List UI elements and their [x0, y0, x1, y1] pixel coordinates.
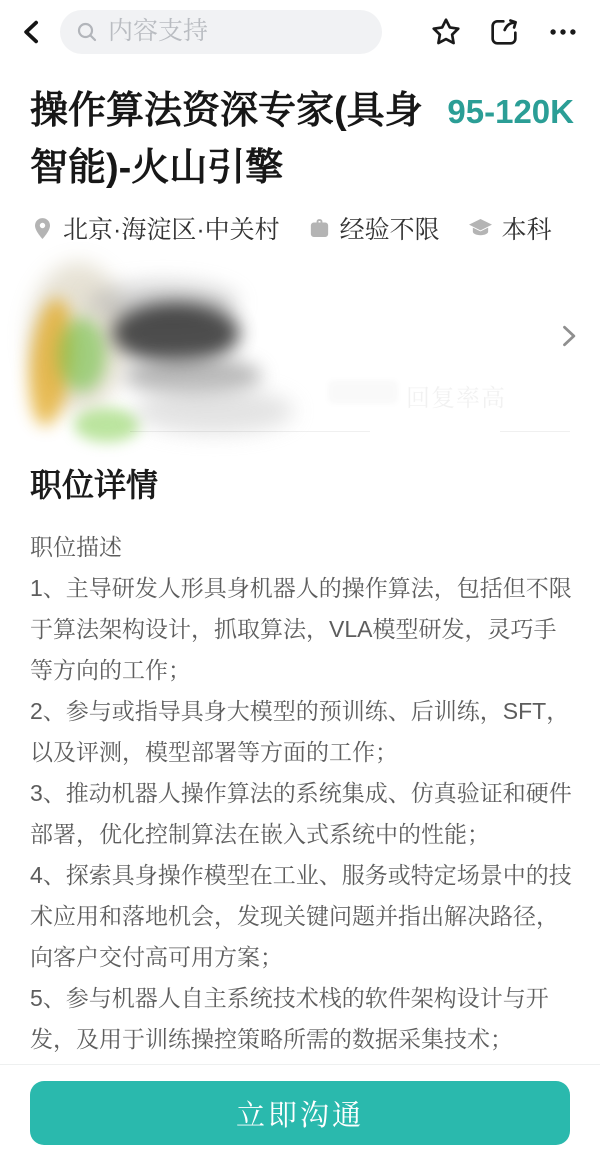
job-description-paragraph: 5、参与机器人自主系统技术栈的软件架构设计与开发，及用于训练操控策略所需的数据采集技术； — [30, 985, 549, 1052]
job-description — [30, 527, 574, 1060]
redaction-scribble — [88, 282, 238, 324]
job-education-label: 本科 — [501, 216, 552, 244]
search-input[interactable] — [60, 10, 382, 54]
redaction-scribble — [112, 302, 240, 364]
star-icon — [430, 16, 462, 48]
job-experience-label: 经验不限 — [339, 216, 440, 244]
divider — [500, 431, 570, 432]
recruiter-ghost-text: 回复率高 — [406, 385, 506, 412]
details-heading: 职位详情 — [30, 467, 159, 503]
job-title: 操作算法资深专家(具身智能)-火山引擎 — [30, 90, 423, 189]
favorite-button[interactable] — [430, 16, 462, 48]
chat-now-button[interactable]: 立即沟通 — [30, 1081, 570, 1145]
redaction-scribble — [23, 296, 78, 428]
job-description-paragraph: 1、主导研发人形具身机器人的操作算法，包括但不限于算法架构设计，抓取算法，VLA模型研发，灵巧手等方向的工作； — [30, 575, 572, 683]
job-description-paragraph: 4、探索具身操作模型在工业、服务或特定场景中的技术应用和落地机会，发现关键问题并指出解决路径，向客户交付高可用方案； — [30, 862, 572, 970]
top-bar-actions — [430, 15, 580, 49]
recruiter-card[interactable] — [0, 260, 600, 436]
job-details-section — [0, 436, 600, 1060]
search-icon — [75, 20, 99, 44]
job-experience — [307, 210, 440, 246]
divider — [130, 431, 370, 432]
job-location — [30, 210, 280, 246]
redaction-scribble — [124, 356, 262, 396]
graduation-cap-icon — [467, 215, 494, 242]
bottom-action-bar — [0, 1064, 600, 1170]
top-bar — [0, 0, 600, 62]
redaction-scribble — [134, 388, 294, 434]
ellipsis-icon — [546, 15, 580, 49]
description-subheading: 职位描述 — [30, 534, 122, 560]
chevron-right-icon — [554, 322, 582, 350]
more-button[interactable] — [546, 15, 580, 49]
job-description-paragraph: 3、推动机器人操作算法的系统集成、仿真验证和硬件部署，优化控制算法在嵌入式系统中的性能； — [30, 780, 572, 847]
job-education — [467, 210, 552, 246]
redaction-scribble — [58, 318, 106, 392]
job-meta-row — [0, 197, 600, 246]
share-icon — [488, 16, 520, 48]
job-description-paragraph: 2、参与或指导具身大模型的预训练、后训练，SFT，以及评测，模型部署等方面的工作； — [30, 698, 570, 765]
search-placeholder: 内容支持 — [108, 17, 209, 45]
job-location-label: 北京·海淀区·中关村 — [63, 216, 280, 244]
chevron-left-icon — [18, 17, 48, 47]
redaction-scribble — [328, 380, 398, 404]
briefcase-icon — [307, 216, 332, 241]
salary-range: 95-120K — [447, 93, 574, 130]
location-pin-icon — [30, 216, 55, 241]
redaction-scribble — [28, 262, 128, 412]
job-header — [0, 62, 600, 197]
back-button[interactable] — [18, 17, 48, 47]
share-button[interactable] — [488, 16, 520, 48]
